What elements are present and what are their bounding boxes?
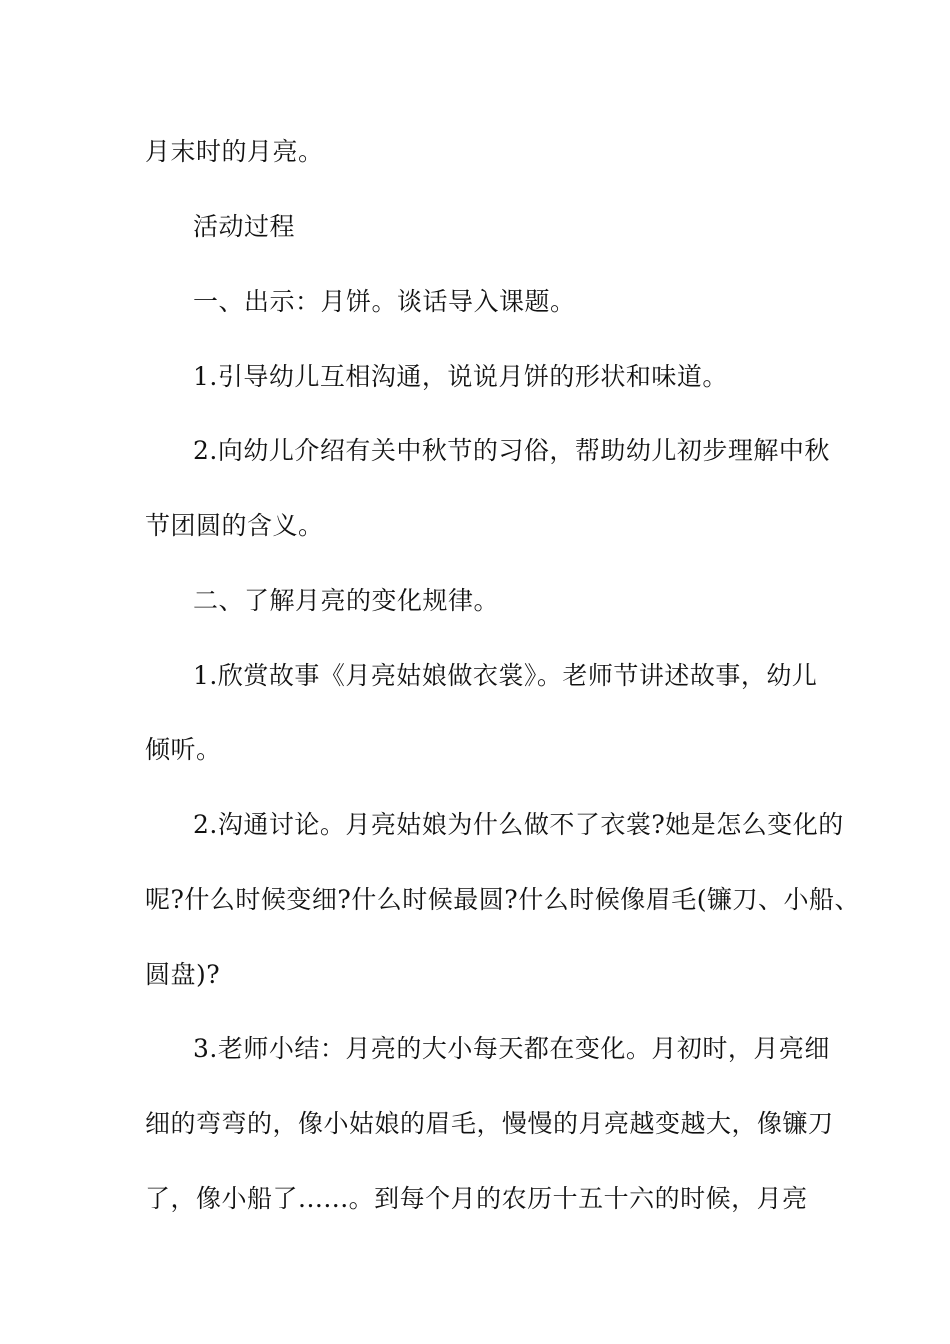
text-line: 细的弯弯的，像小姑娘的眉毛，慢慢的月亮越变越大，像镰刀 [145,1109,834,1138]
text-line: 1.欣赏故事《月亮姑娘做衣裳》。老师节讲述故事，幼儿 [193,661,818,690]
text-line: 1.引导幼儿互相沟通，说说月饼的形状和味道。 [193,362,728,391]
text-line: 节团圆的含义。 [145,511,324,540]
text-line: 圆盘)? [145,960,221,989]
section-heading: 活动过程 [193,212,296,241]
text-line: 2.沟通讨论。月亮姑娘为什么做不了衣裳?她是怎么变化的 [193,810,844,839]
subsection-heading: 一、出示：月饼。谈话导入课题。 [193,287,576,316]
text-line: 2.向幼儿介绍有关中秋节的习俗，帮助幼儿初步理解中秋 [193,436,830,465]
text-line: 呢?什么时候变细?什么时候最圆?什么时候像眉毛(镰刀、小船、 [145,885,860,914]
text-line: 月末时的月亮。 [145,137,324,166]
subsection-heading: 二、了解月亮的变化规律。 [193,586,500,615]
text-line: 了，像小船了......。到每个月的农历十五十六的时候，月亮 [145,1184,808,1213]
text-line: 倾听。 [145,735,222,764]
text-line: 3.老师小结：月亮的大小每天都在变化。月初时，月亮细 [193,1034,830,1063]
